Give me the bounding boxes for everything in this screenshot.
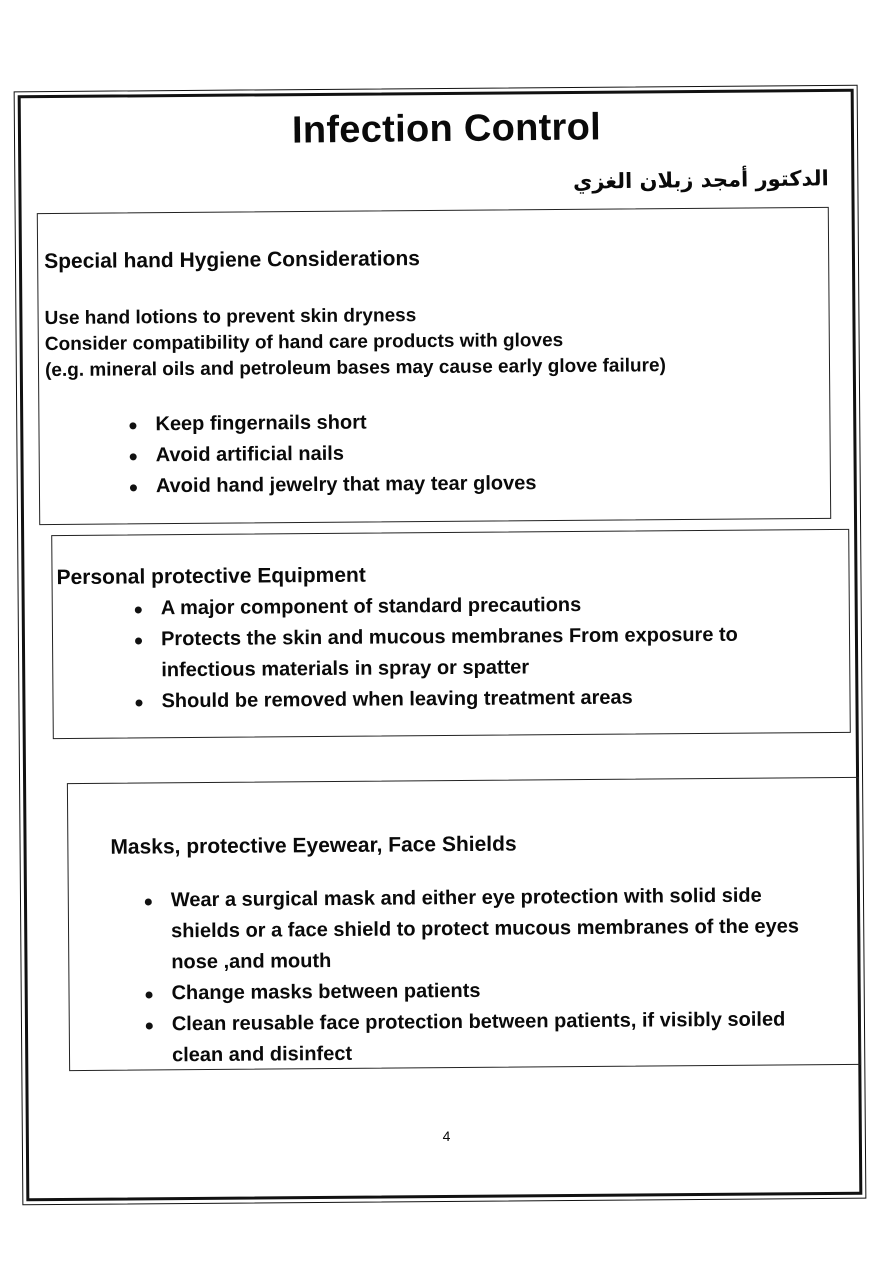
bullet-list bbox=[127, 404, 808, 502]
list-item: Avoid hand jewelry that may tear gloves bbox=[128, 466, 808, 502]
text-line: (e.g. mineral oils and petroleum bases may cause early glove failure) bbox=[44, 355, 666, 382]
text-line: Use hand lotions to prevent skin dryness bbox=[44, 305, 417, 330]
section-masks bbox=[67, 777, 861, 1071]
page-number: 4 bbox=[442, 1128, 451, 1144]
section-hand-hygiene bbox=[37, 207, 831, 525]
section-heading: Personal protective Equipment bbox=[56, 563, 366, 590]
list-item: Avoid artificial nails bbox=[128, 435, 808, 471]
list-item: A major component of standard precautions bbox=[133, 588, 813, 624]
list-item: Change masks between patients bbox=[143, 973, 833, 1009]
section-heading: Masks, protective Eyewear, Face Shields bbox=[110, 832, 517, 859]
bullet-list bbox=[133, 588, 814, 717]
section-ppe bbox=[51, 529, 851, 739]
list-item: Keep fingernails short bbox=[127, 404, 807, 440]
text-line: Consider compatibility of hand care products with gloves bbox=[44, 329, 564, 356]
list-item: Protects the skin and mucous membranes From exposure to infectious materials in spray or spatter bbox=[133, 619, 813, 686]
list-item: Wear a surgical mask and either eye protection with solid side shields or a face shield to protect mucous membranes of the eyes nose ,and mouth bbox=[143, 880, 834, 978]
section-text bbox=[45, 301, 666, 384]
bullet-list bbox=[143, 880, 834, 1071]
author-name: الدكتور أمجد زبلان الغزي bbox=[573, 166, 830, 194]
section-heading: Special hand Hygiene Considerations bbox=[44, 247, 421, 274]
list-item: Should be removed when leaving treatment areas bbox=[133, 681, 813, 717]
page-title: Infection Control bbox=[291, 106, 602, 152]
list-item: Clean reusable face protection between patients, if visibly soiled clean and disinfect bbox=[144, 1004, 834, 1071]
